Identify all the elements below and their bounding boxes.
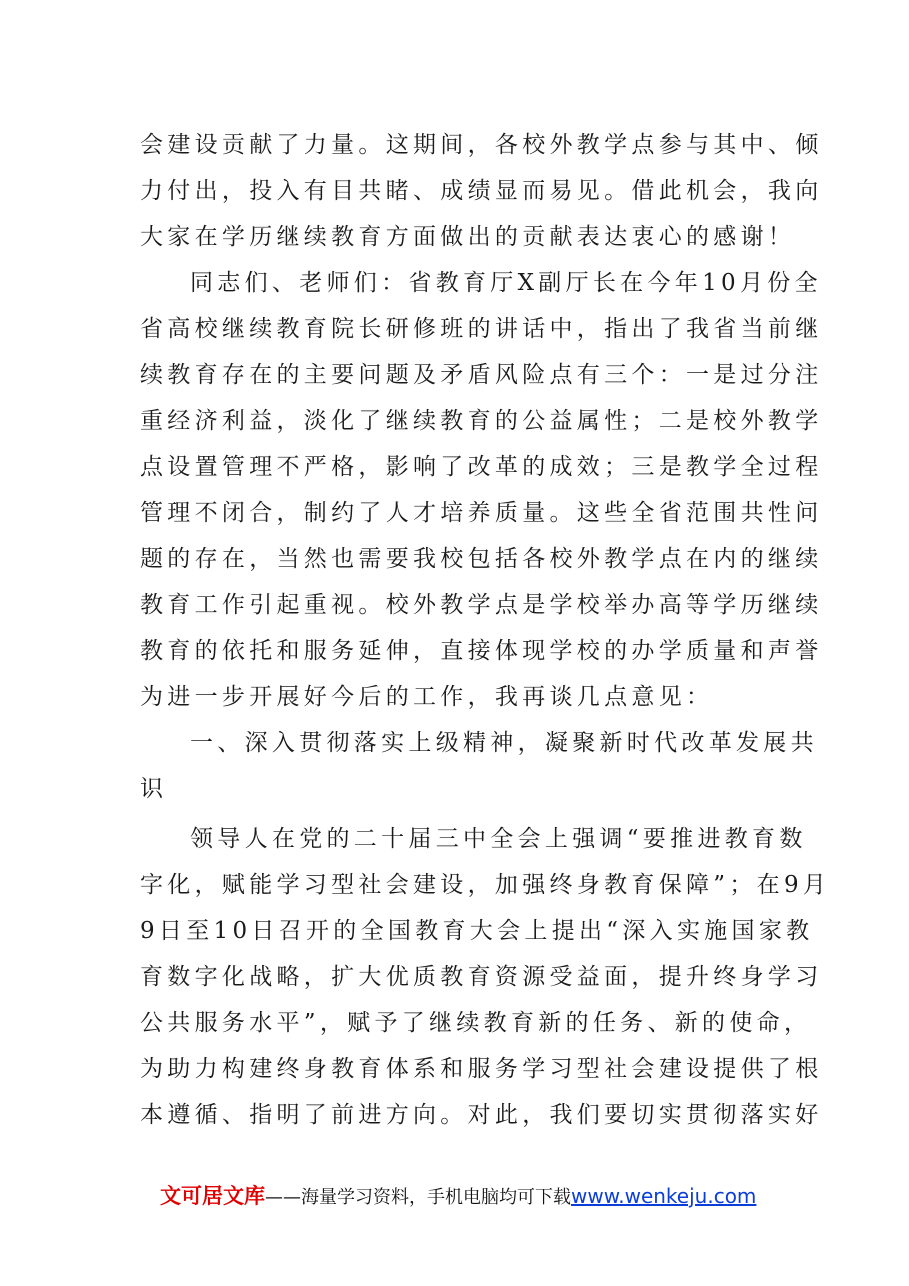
paragraph-line: 为助力构建终身教育体系和服务学习型社会建设提供了根: [140, 1056, 823, 1082]
paragraph-line: 续教育存在的主要问题及矛盾风险点有三个：一是过分注: [140, 362, 823, 388]
paragraph-line: 省高校继续教育院长研修班的讲话中，指出了我省当前继: [140, 316, 823, 342]
document-body: [140, 122, 831, 1138]
paragraph-line: 题的存在，当然也需要我校包括各校外教学点在内的继续: [140, 546, 823, 572]
paragraph-line: 字化，赋能学习型社会建设，加强终身教育保障”；在9月: [140, 872, 831, 898]
paragraph-3: [140, 816, 831, 1138]
paragraph-line: 重经济利益，淡化了继续教育的公益属性；二是校外教学: [140, 408, 823, 434]
paragraph-1: [140, 122, 823, 260]
brand-name: 文可居文库: [160, 1184, 265, 1208]
paragraph-line: 力付出，投入有目共睹、成绩显而易见。借此机会，我向: [140, 178, 823, 204]
paragraph-line: 育数字化战略，扩大优质教育资源受益面，提升终身学习: [140, 964, 823, 990]
paragraph-line: 大家在学历继续教育方面做出的贡献表达衷心的感谢！: [140, 224, 796, 250]
paragraph-line: 点设置管理不严格，影响了改革的成效；三是教学全过程: [140, 454, 823, 480]
paragraph-line: 本遵循、指明了前进方向。对此，我们要切实贯彻落实好: [140, 1102, 823, 1128]
paragraph-line: 教育的依托和服务延伸，直接体现学校的办学质量和声誉: [140, 638, 823, 664]
paragraph-line: 公共服务水平”，赋予了继续教育新的任务、新的使命，: [140, 1010, 812, 1036]
paragraph-line: 教育工作引起重视。校外教学点是学校举办高等学历继续: [140, 592, 823, 618]
section-heading-1: [140, 720, 818, 812]
heading-line: 识: [140, 776, 168, 802]
paragraph-line: 会建设贡献了力量。这期间，各校外教学点参与其中、倾: [140, 132, 823, 158]
website-link[interactable]: www.wenkeju.com: [571, 1184, 757, 1208]
paragraph-line: 为进一步开展好今后的工作，我再谈几点意见：: [140, 684, 714, 710]
paragraph-line: 9日至10日召开的全国教育大会上提出“深入实施国家教: [140, 918, 814, 944]
heading-line: 一、深入贯彻落实上级精神，凝聚新时代改革发展共: [190, 730, 818, 756]
paragraph-2: [140, 260, 823, 720]
footer-tagline: ——海量学习资料，手机电脑均可下载: [265, 1187, 571, 1208]
footer-watermark: [160, 1180, 780, 1214]
paragraph-line: 管理不闭合，制约了人才培养质量。这些全省范围共性问: [140, 500, 823, 526]
paragraph-line: 同志们、老师们：省教育厅X副厅长在今年10月份全: [190, 270, 822, 296]
paragraph-line: 领导人在党的二十届三中全会上强调“要推进教育数: [190, 826, 807, 852]
